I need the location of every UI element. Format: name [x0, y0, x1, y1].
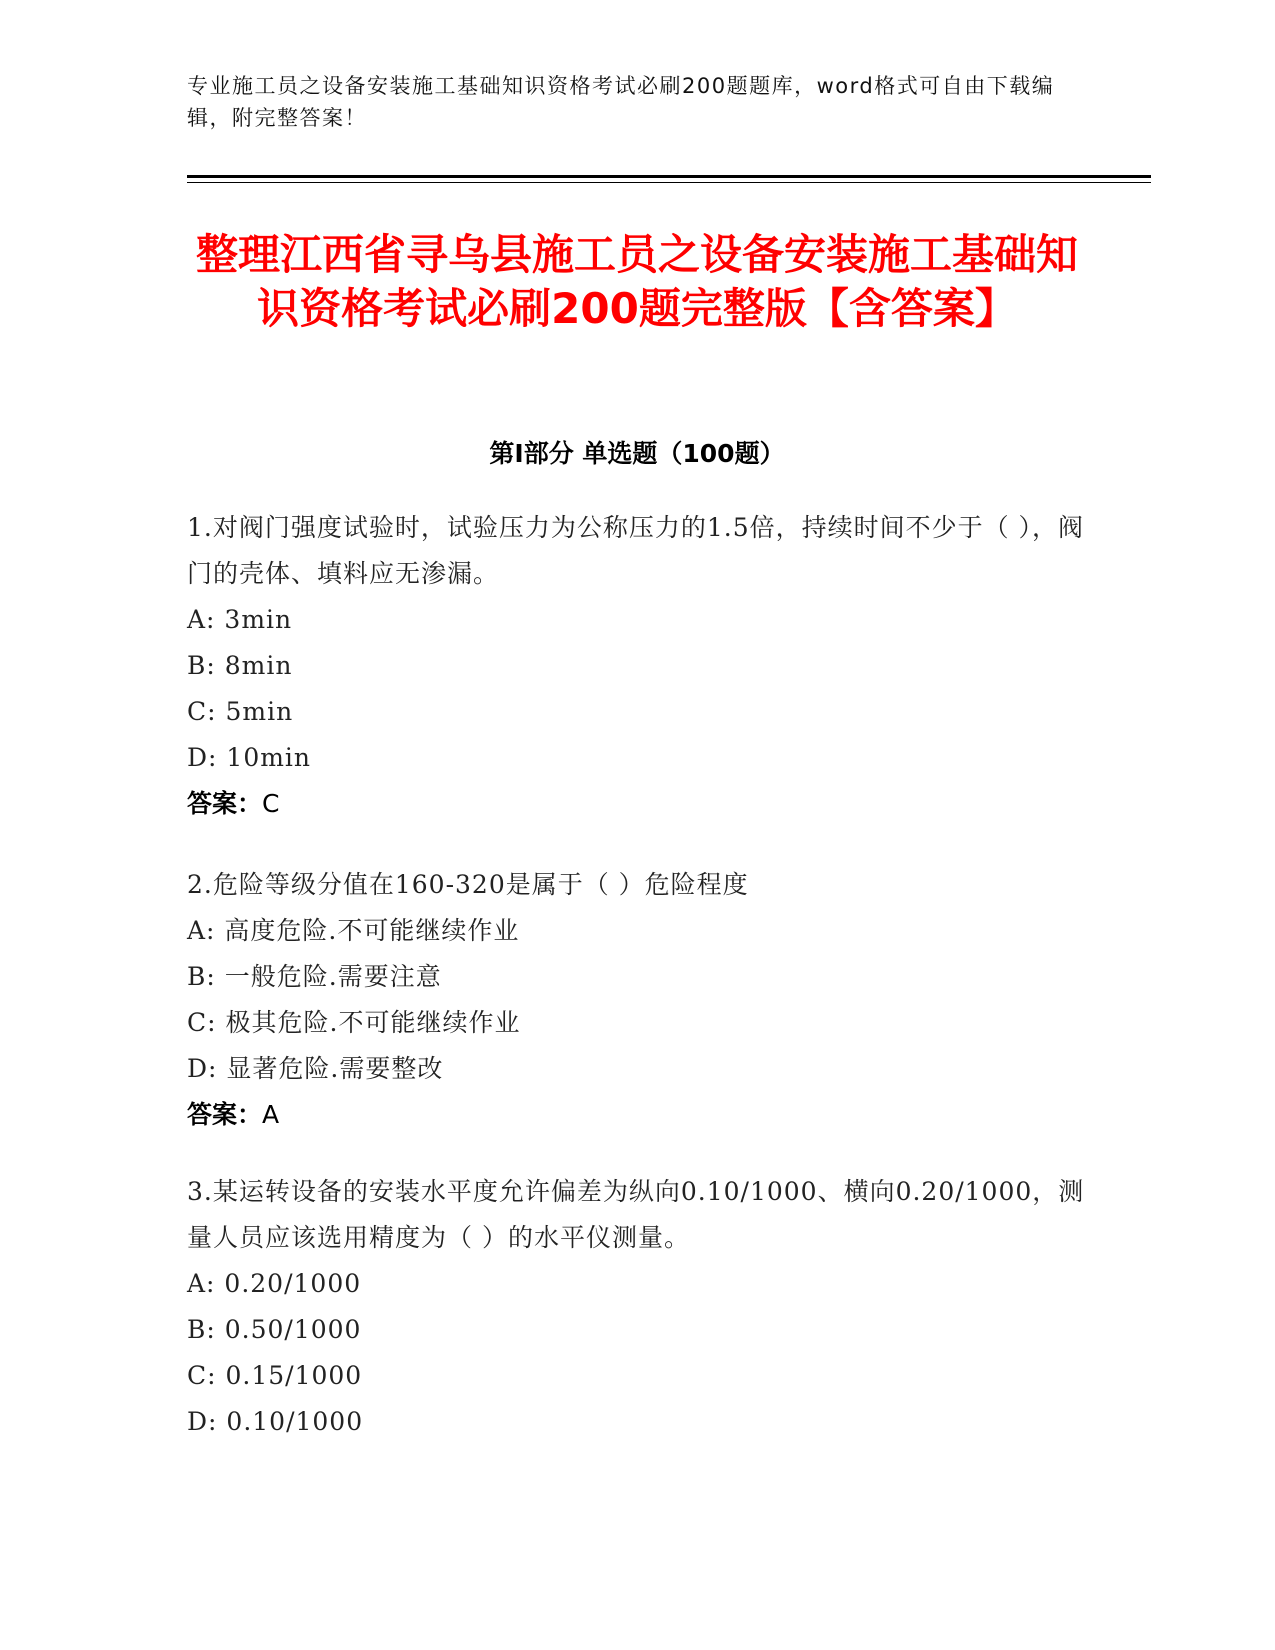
option-b: B: 8min [187, 651, 293, 680]
option-b: B: 一般危险.需要注意 [187, 962, 442, 991]
option-d: D: 显著危险.需要整改 [187, 1054, 444, 1083]
question-2 [187, 862, 1087, 1138]
answer-value: A [262, 1100, 280, 1129]
option-a: A: 3min [187, 605, 293, 634]
question-1 [187, 505, 1087, 827]
option-c: C: 极其危险.不可能继续作业 [187, 1008, 521, 1037]
answer-line [187, 1092, 1087, 1138]
question-stem: 3.某运转设备的安装水平度允许偏差为纵向0.10/1000、横向0.20/1000，测量人员应该选用精度为（ ）的水平仪测量。 [187, 1177, 1085, 1252]
option-a: A: 高度危险.不可能继续作业 [187, 916, 520, 945]
answer-label: 答案： [187, 1100, 263, 1129]
question-3 [187, 1169, 1087, 1445]
option-d: D: 0.10/1000 [187, 1407, 364, 1436]
header-rule-thick [187, 175, 1151, 178]
header-note: 专业施工员之设备安装施工基础知识资格考试必刷200题题库，word格式可自由下载编辑，附完整答案！ [187, 74, 1055, 130]
question-stem: 2.危险等级分值在160-320是属于（ ）危险程度 [187, 870, 749, 899]
option-a: A: 0.20/1000 [187, 1269, 362, 1298]
header-rule-thin [187, 182, 1151, 183]
option-c: C: 0.15/1000 [187, 1361, 363, 1390]
option-c: C: 5min [187, 697, 294, 726]
answer-value: C [262, 789, 280, 818]
answer-line [187, 781, 1087, 827]
answer-label: 答案： [187, 789, 263, 818]
question-stem: 1.对阀门强度试验时，试验压力为公称压力的1.5倍，持续时间不少于（ ），阀门的壳体、填料应无渗漏。 [187, 513, 1085, 588]
section-heading: 第Ⅰ部分 单选题（100题） [489, 439, 785, 468]
document-title: 整理江西省寻乌县施工员之设备安装施工基础知识资格考试必刷200题完整版【含答案】 [195, 230, 1078, 333]
option-b: B: 0.50/1000 [187, 1315, 362, 1344]
option-d: D: 10min [187, 743, 312, 772]
